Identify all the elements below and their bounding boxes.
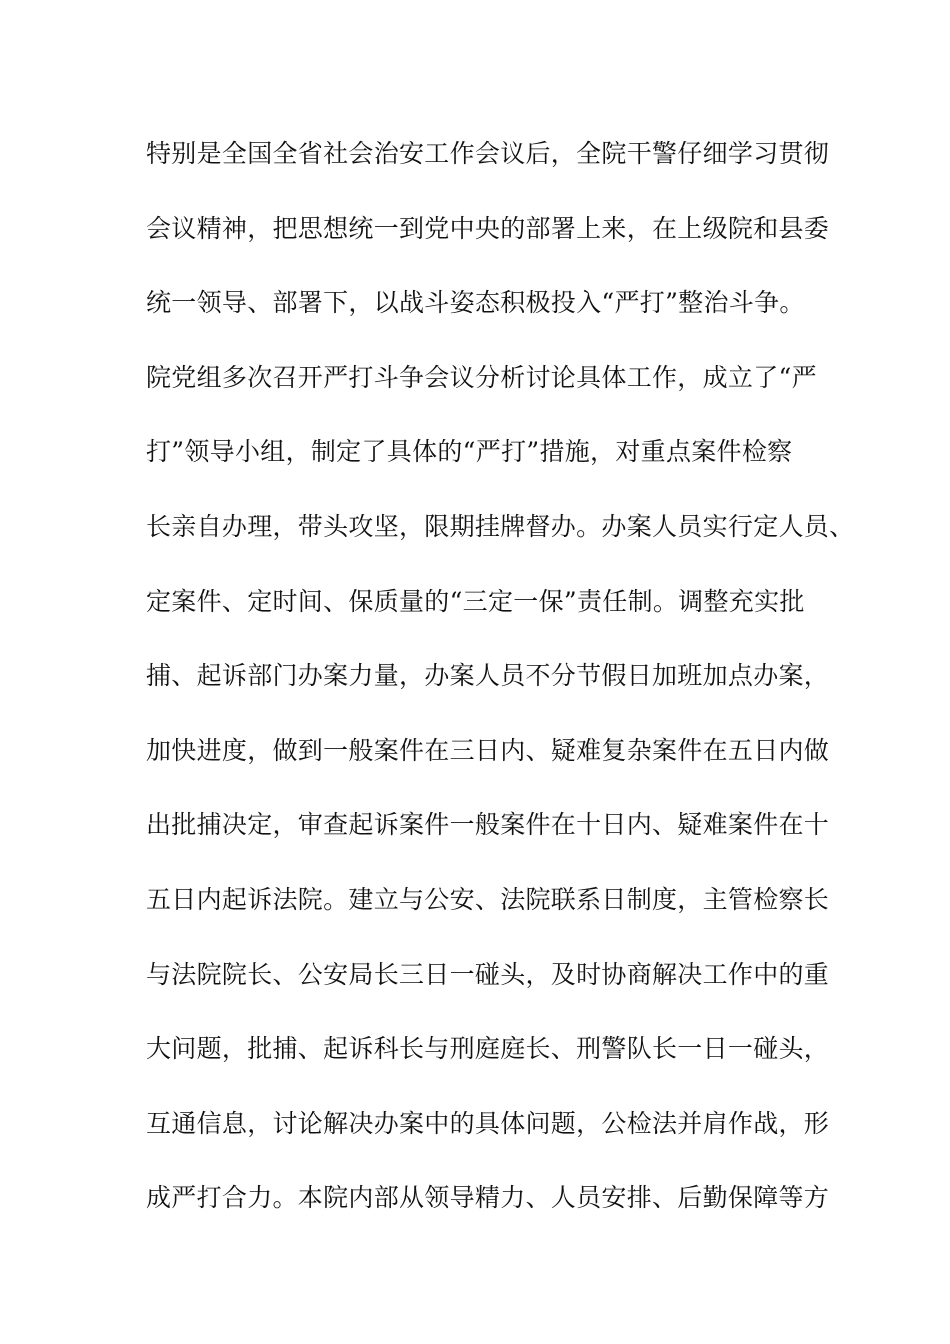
text-line: 定案件、定时间、保质量的“三定一保”责任制。调整充实批 bbox=[146, 586, 805, 616]
text-line: 长亲自办理，带头攻坚，限期挂牌督办。办案人员实行定人员、 bbox=[146, 511, 855, 541]
text-line: 互通信息，讨论解决办案中的具体问题，公检法并肩作战，形 bbox=[146, 1108, 830, 1138]
text-line: 与法院院长、公安局长三日一碰头，及时协商解决工作中的重 bbox=[146, 959, 830, 989]
text-line: 统一领导、部署下，以战斗姿态积极投入“严打”整治斗争。 bbox=[146, 288, 805, 318]
text-line: 成严打合力。本院内部从领导精力、人员安排、后勤保障等方 bbox=[146, 1183, 830, 1213]
text-line: 五日内起诉法院。建立与公安、法院联系日制度，主管检察长 bbox=[146, 884, 830, 914]
text-line: 大问题，批捕、起诉科长与刑庭庭长、刑警队长一日一碰头， bbox=[146, 1034, 830, 1064]
text-line: 加快进度，做到一般案件在三日内、疑难复杂案件在五日内做 bbox=[146, 735, 830, 765]
text-line: 出批捕决定，审查起诉案件一般案件在十日内、疑难案件在十 bbox=[146, 810, 830, 840]
text-line: 院党组多次召开严打斗争会议分析讨论具体工作，成立了“严 bbox=[146, 362, 817, 392]
body-text bbox=[146, 132, 855, 1251]
text-line: 会议精神，把思想统一到党中央的部署上来，在上级院和县委 bbox=[146, 213, 830, 243]
text-line: 捕、起诉部门办案力量，办案人员不分节假日加班加点办案， bbox=[146, 661, 830, 691]
text-line: 特别是全国全省社会治安工作会议后，全院干警仔细学习贯彻 bbox=[146, 139, 830, 168]
text-line: 打”领导小组，制定了具体的“严打”措施，对重点案件检察 bbox=[146, 437, 793, 467]
